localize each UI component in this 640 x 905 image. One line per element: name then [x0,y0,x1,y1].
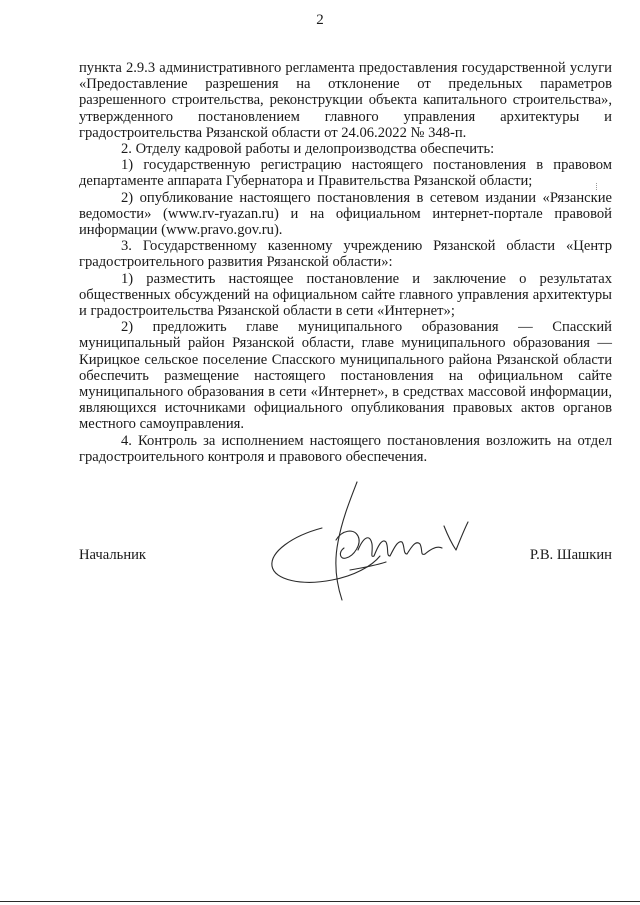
scan-speck [596,183,599,190]
page-number: 2 [316,12,324,28]
paragraph-item-3-2: 2) предложить главе муниципального образования — Спасский муниципальный район Рязанской области, главе муниципального образования — Кирицкое сельское поселение Спасского муниципального района Рязанской области обеспечить размещение настоящего постановления на официальном сайте муниципального образования в сети «Интернет», в средствах массовой информации, являющихся источниками официального опубликования правовых актов органов местного самоуправления. [79,319,612,433]
signatory-position: Начальник [79,547,147,563]
paragraph-item-2-2: 2) опубликование настоящего постановления в сетевом издании «Рязанские ведомости» (www.rv-ryazan.ru) и на официальном интернет-портале правовой информации (www.pravo.gov.ru). [79,189,612,239]
paragraph-continuation: пункта 2.9.3 административного регламента предоставления государственной услуги «Предоставление разрешения на отклонение от предельных параметров разрешенного строительства, реконструкции объекта капитального строительства», утвержденного постановлением главного управления архитектуры и градостроительства Рязанской области от 24.06.2022 № 348-п. [79,60,612,141]
paragraph-item-3: 3. Государственному казенному учреждению Рязанской области «Центр градостроительного развития Рязанской области»: [79,238,612,271]
paragraph-item-4: 4. Контроль за исполнением настоящего постановления возложить на отдел градостроительного контроля и правового обеспечения. [79,432,612,465]
paragraph-item-2-1: 1) государственную регистрацию настоящего постановления в правовом департаменте аппарата Губернатора и Правительства Рязанской области; [79,157,612,190]
signatory-name: Р.В. Шашкин [529,547,612,563]
bottom-divider [0,901,640,902]
paragraph-item-3-1: 1) разместить настоящее постановление и заключение о результатах общественных обсуждений на официальном сайте главного управления архитектуры и градостроительства Рязанской области в сети «Интернет»; [79,270,612,320]
paragraph-item-2: 2. Отделу кадровой работы и делопроизводства обеспечить: [121,141,495,158]
handwritten-signature [262,470,472,610]
document-body [79,60,612,465]
